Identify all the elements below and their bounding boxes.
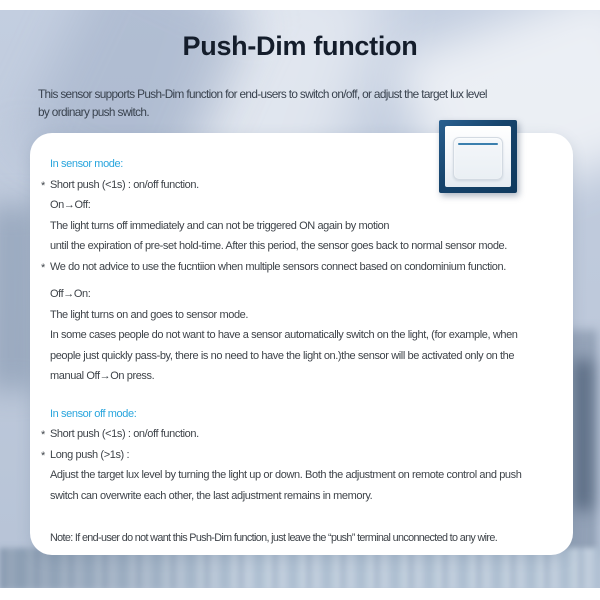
off-on-text-line3: people just quickly pass-by, there is no need to have the light on.)the sensor will be activated only on the: [50, 349, 515, 362]
page-title: Push-Dim function: [182, 31, 418, 61]
off-on-text-line1: The light turns on and goes to sensor mode.: [50, 308, 249, 321]
bullet-short-push-text: Short push (<1s) : on/off function.: [50, 178, 199, 191]
switch-button-line: [458, 143, 498, 145]
top-white-strip: [0, 0, 600, 10]
off-on-text-line4: manual Off→On press.: [50, 370, 155, 382]
on-off-text-line1: The light turns off immediately and can not be triggered ON again by motion: [50, 219, 390, 232]
bullet-long-push-text: Long push (>1s) :: [50, 448, 130, 461]
page-subtitle: [38, 85, 583, 121]
label-off-to-on: Off→On:: [50, 288, 91, 300]
card-body: [30, 133, 573, 549]
switch-button: [453, 137, 503, 180]
long-push-text-line2: switch can overwrite each other, the last adjustment remains in memory.: [50, 489, 373, 502]
push-switch-image: [439, 120, 517, 193]
content-card: [30, 133, 573, 555]
bullet-marker: *: [41, 261, 45, 274]
bottom-white-strip: [0, 588, 600, 600]
bullet-marker: *: [41, 429, 45, 441]
background-streak-dark: [574, 360, 592, 510]
note-text: Note: If end-user do not want this Push-Dim function, just leave the “push” terminal unconnected to any wire.: [50, 532, 498, 544]
bullet-condominium-warning: [41, 257, 559, 278]
bullet-marker: *: [41, 179, 45, 192]
bullet-short-push-off-mode: [41, 424, 559, 445]
on-off-text-line2: until the expiration of pre-set hold-time. After this period, the sensor goes back to normal sensor mode.: [50, 240, 507, 252]
off-on-text-line2: In some cases people do not want to have a sensor automatically switch on the light, (for example, when: [50, 329, 518, 341]
label-on-to-off: On→Off:: [50, 199, 91, 211]
bullet-short-push-off-text: Short push (<1s) : on/off function.: [50, 428, 199, 440]
bullet-long-push: [41, 445, 559, 466]
bullet-condominium-text: We do not advice to use the fucntiion when multiple sensors connect based on condominium function.: [50, 260, 506, 273]
page-subtitle-line1: This sensor supports Push-Dim function for end-users to switch on/off, or adjust the target lux level: [38, 87, 487, 101]
page-subtitle-line2: by ordinary push switch.: [38, 105, 149, 119]
heading-sensor-mode: In sensor mode:: [50, 158, 123, 170]
bullet-marker: *: [41, 449, 45, 462]
switch-plate: [445, 126, 511, 187]
heading-sensor-off-mode: In sensor off mode:: [50, 407, 137, 420]
long-push-text-line1: Adjust the target lux level by turning the light up or down. Both the adjustment on remote control and push: [50, 469, 522, 481]
